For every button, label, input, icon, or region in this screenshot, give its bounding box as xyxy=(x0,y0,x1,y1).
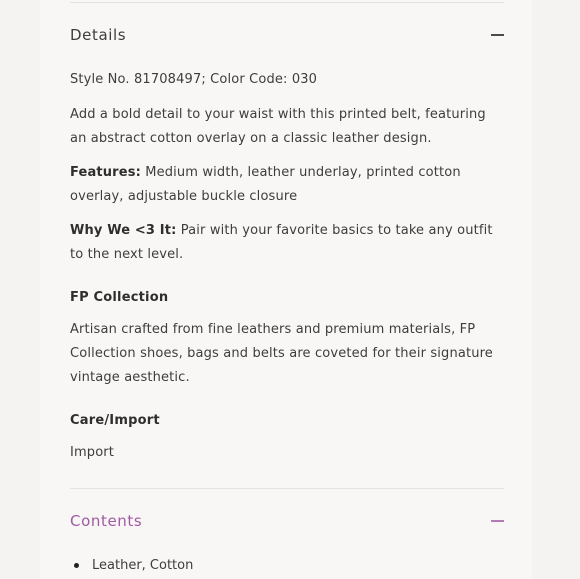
details-accordion-header[interactable] xyxy=(70,23,504,47)
left-margin xyxy=(0,0,40,579)
minus-icon[interactable] xyxy=(491,520,504,522)
section-divider xyxy=(70,488,504,489)
why-label: Why We <3 It: xyxy=(70,223,177,238)
features-label: Features: xyxy=(70,165,141,180)
features-text: Medium width, leather underlay, printed cotton overlay, adjustable buckle closure xyxy=(70,165,461,204)
features-paragraph xyxy=(70,161,490,209)
top-divider xyxy=(70,2,504,3)
minus-icon[interactable] xyxy=(491,34,504,36)
details-title: Details xyxy=(70,26,127,44)
contents-accordion-header[interactable] xyxy=(70,509,504,533)
style-number: Style No. 81708497; Color Code: 030 xyxy=(70,72,318,87)
right-margin xyxy=(532,0,580,579)
why-paragraph xyxy=(70,219,510,267)
product-description: Add a bold detail to your waist with this printed belt, featuring an abstract cotton overlay on a classic leather design. xyxy=(70,107,486,146)
collection-description: Artisan crafted from fine leathers and premium materials, FP Collection shoes, bags and belts are coveted for their signature vintage aesthetic. xyxy=(70,322,493,385)
contents-title: Contents xyxy=(70,512,143,530)
care-heading: Care/Import xyxy=(70,413,160,428)
contents-item-label: Leather, Cotton xyxy=(92,558,194,573)
collection-heading: FP Collection xyxy=(70,290,169,305)
list-item xyxy=(74,558,193,573)
care-text: Import xyxy=(70,445,115,460)
why-text: Pair with your favorite basics to take any outfit to the next level. xyxy=(70,223,493,262)
bullet-icon xyxy=(74,563,79,568)
